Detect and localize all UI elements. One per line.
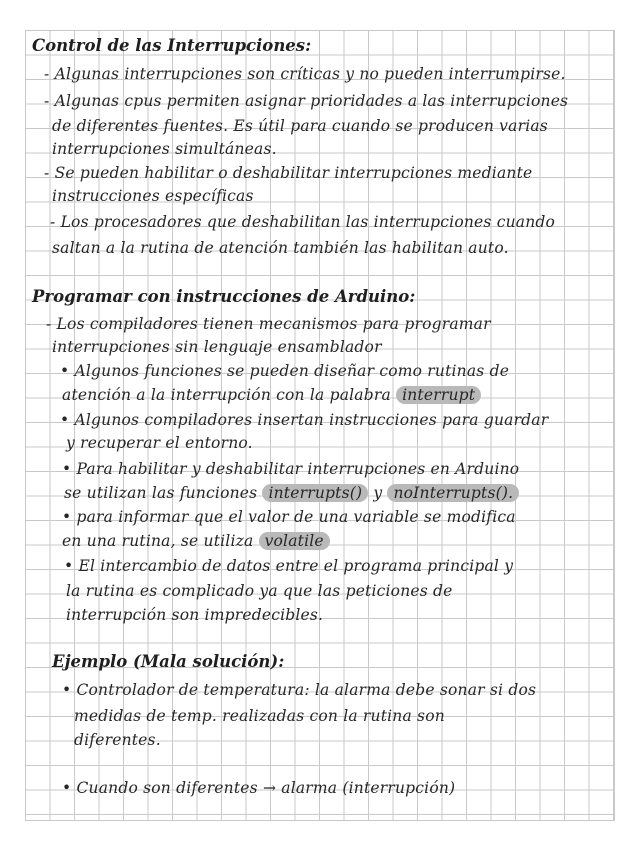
text-line: • Cuando son diferentes → alarma (interrupción) xyxy=(62,779,456,797)
text-line: diferentes. xyxy=(74,731,161,749)
text-line: interrupciones simultáneas. xyxy=(52,140,277,158)
text-line: • El intercambio de datos entre el programa principal y xyxy=(64,557,514,575)
text-line: medidas de temp. realizadas con la rutina son xyxy=(74,707,445,725)
text-span: se utilizan las funciones xyxy=(64,484,258,502)
text-line: • Para habilitar y deshabilitar interrupciones en Arduino xyxy=(62,460,520,478)
text-line: de diferentes fuentes. Es útil para cuando se producen varias xyxy=(52,117,548,135)
text-line: interrupciones sin lenguaje ensamblador xyxy=(52,338,382,356)
section-title-arduino: Programar con instrucciones de Arduino: xyxy=(32,287,416,306)
text-line: interrupción son impredecibles. xyxy=(66,606,324,624)
section-title-example: Ejemplo (Mala solución): xyxy=(52,652,285,671)
text-line: - Los compiladores tienen mecanismos para programar xyxy=(46,315,491,333)
text-line: - Algunas cpus permiten asignar prioridades a las interrupciones xyxy=(44,92,569,110)
text-line: • Algunos compiladores insertan instrucciones para guardar xyxy=(60,411,549,429)
keyword-volatile: volatile xyxy=(259,532,330,550)
text-span: en una rutina, se utiliza xyxy=(62,532,254,550)
text-line xyxy=(64,483,519,503)
text-line: - Algunas interrupciones son críticas y no pueden interrumpirse. xyxy=(44,65,566,83)
keyword-nointerrupts: noInterrupts(). xyxy=(387,484,519,502)
text-line: instrucciones específicas xyxy=(52,187,254,205)
text-line: - Se pueden habilitar o deshabilitar interrupciones mediante xyxy=(44,164,533,182)
text-line xyxy=(62,385,481,405)
text-line: la rutina es complicado ya que las peticiones de xyxy=(66,582,453,600)
keyword-interrupt: interrupt xyxy=(396,386,481,404)
text-line: - Los procesadores que deshabilitan las interrupciones cuando xyxy=(50,213,556,231)
text-line xyxy=(62,531,330,551)
text-line: saltan a la rutina de atención también las habilitan auto. xyxy=(52,239,509,257)
section-title-control: Control de las Interrupciones: xyxy=(32,36,312,55)
keyword-interrupts: interrupts() xyxy=(262,484,368,502)
text-span: y xyxy=(373,484,383,502)
text-line: y recuperar el entorno. xyxy=(66,434,253,452)
text-span: atención a la interrupción con la palabra xyxy=(62,386,391,404)
text-line: • Algunos funciones se pueden diseñar como rutinas de xyxy=(60,362,510,380)
text-line: • para informar que el valor de una variable se modifica xyxy=(62,508,516,526)
text-line: • Controlador de temperatura: la alarma debe sonar si dos xyxy=(62,681,537,699)
